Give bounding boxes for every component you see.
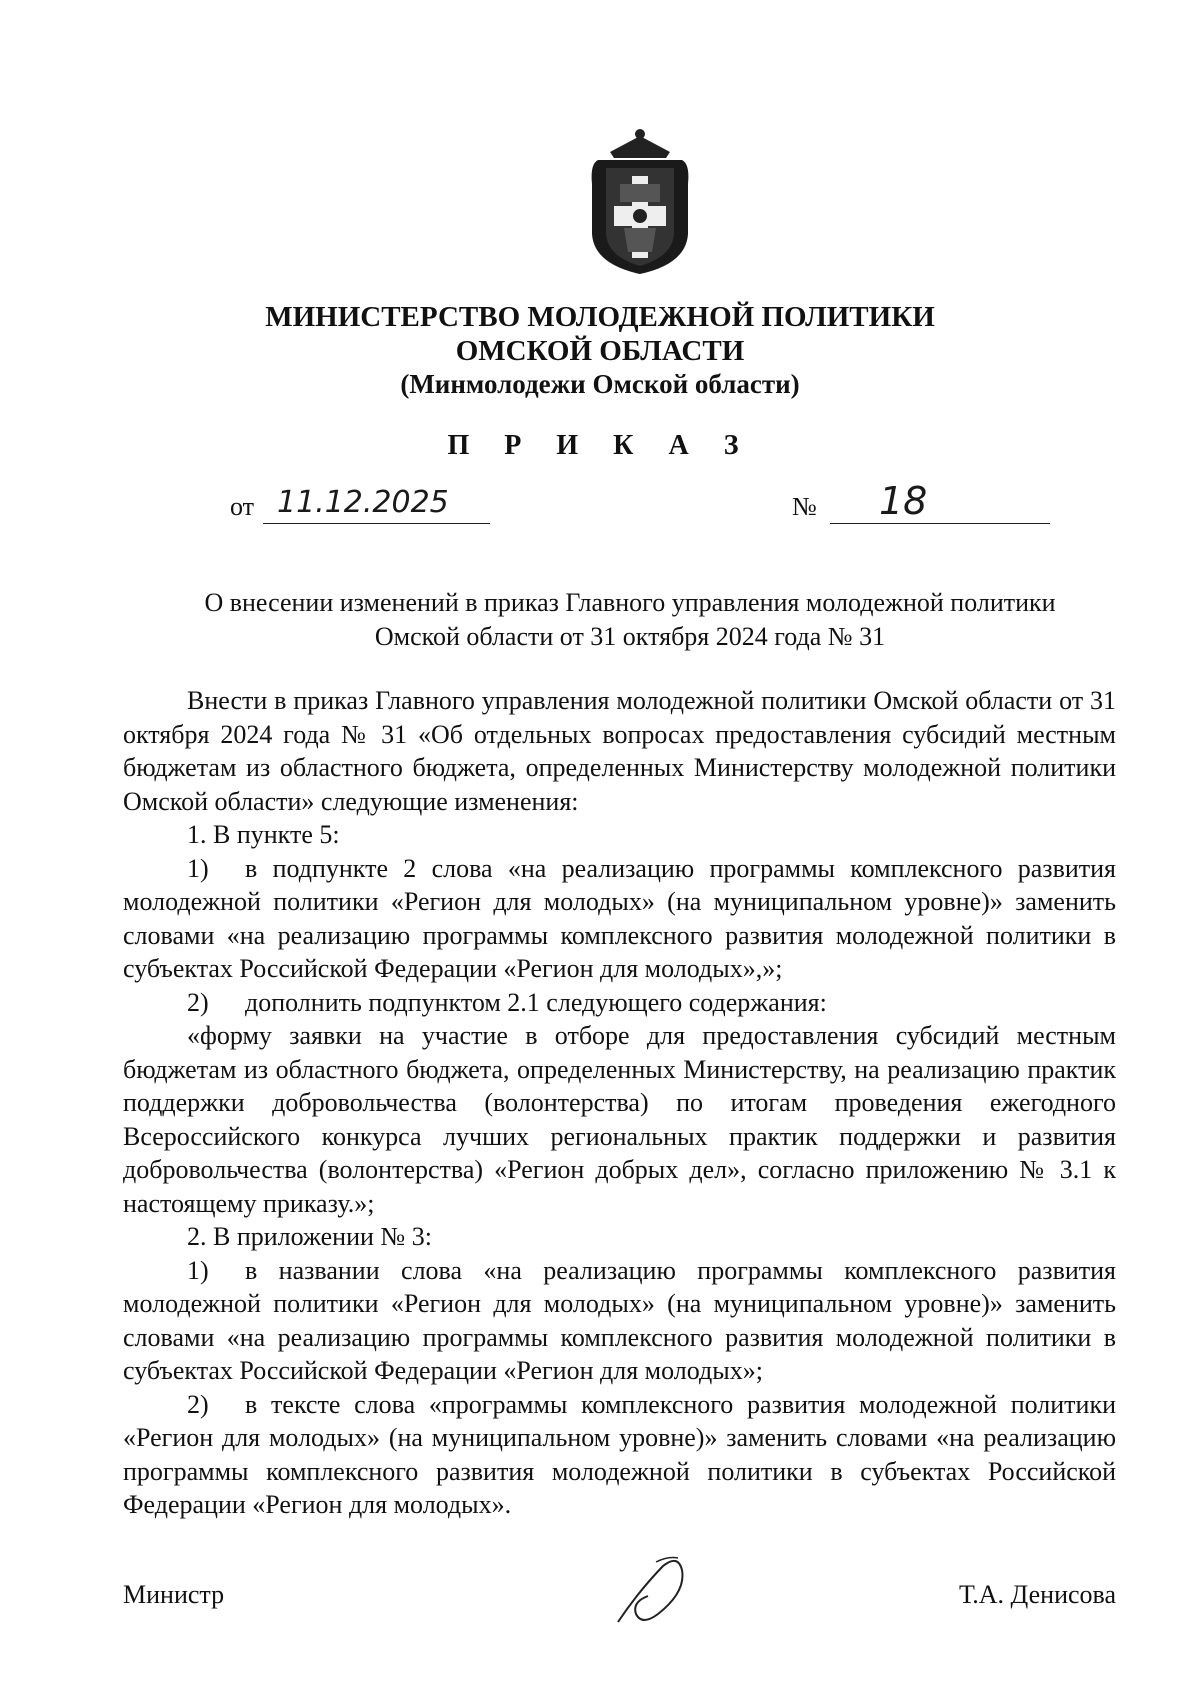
date-label: от [230, 492, 255, 521]
ministry-name-line2: ОМСКОЙ ОБЛАСТИ [455, 335, 745, 367]
item-1-1 [123, 852, 1116, 986]
item-1-2-quote: «форму заявки на участие в отборе для предоставления субсидий местным бюджетам из областного бюджета, определенных Министерству, на реализацию практик поддержки добровольчества (волонтерства) по итогам проведения ежегодного Всероссийского конкурса лучших региональных практик поддержки и развития добровольчества (волонтерства) «Регион добрых дел», согласно приложению № 3.1 к настоящему приказу.»; [123, 1021, 1116, 1218]
item-2-1-text: в названии слова «на реализацию программы комплексного развития молодежной политики «Регион для молодых» (на муниципальном уровне)» заменить словами «на реализацию программы комплексного развития молодежной политики в субъектах Российской Федерации «Регион для молодых»; [123, 1255, 1116, 1385]
date-underline [263, 523, 490, 524]
handwritten-signature [608, 1552, 698, 1632]
item-1-1-number: 1) [187, 853, 209, 883]
number-label: № [792, 492, 817, 521]
date-value: 11.12.2025 [277, 485, 449, 520]
order-title: П Р И К А З [447, 430, 753, 461]
order-body [123, 684, 1116, 1522]
ministry-name-line1: МИНИСТЕРСТВО МОЛОДЕЖНОЙ ПОЛИТИКИ [265, 301, 935, 333]
ministry-name [0, 300, 1200, 368]
item-1-2-number: 2) [187, 987, 209, 1017]
item-1-2-text: дополнить подпунктом 2.1 следующего содержания: [245, 987, 827, 1017]
item-1-1-text: в подпункте 2 слова «на реализацию программы комплексного развития молодежной политики «Регион для молодых» (на муниципальном уровне)» заменить словами «на реализацию программы комплексного развития молодежной политики в субъектах Российской Федерации «Регион для молодых»,»; [123, 853, 1116, 983]
item-2-1 [123, 1254, 1116, 1388]
signatory-name: Т.А. Денисова [959, 1580, 1116, 1609]
item-2-2-text: в тексте слова «программы комплексного развития молодежной политики «Регион для молодых» (на муниципальном уровне)» заменить словами «на реализацию программы комплексного развития молодежной политики в субъектах Российской Федерации «Регион для молодых». [123, 1389, 1116, 1519]
coat-of-arms-icon [580, 124, 700, 276]
ministry-short-name: (Минмолодежи Омской области) [400, 369, 800, 399]
order-subject [150, 586, 1110, 654]
handwritten-date [275, 478, 485, 520]
handwritten-number [875, 474, 945, 524]
signatory-title: Министр [123, 1580, 225, 1609]
item-2-heading: 2. В приложении № 3: [187, 1222, 432, 1251]
body-intro: Внести в приказ Главного управления молодежной политики Омской области от 31 октября 2024 года № 31 «Об отдельных вопросах предоставления субсидий местным бюджетам из областного бюджета, определенных Министерству молодежной политики Омской области» следующие изменения: [123, 686, 1116, 816]
item-2-2-number: 2) [187, 1389, 209, 1419]
number-value: 18 [879, 479, 928, 523]
subject-line1: О внесении изменений в приказ Главного управления молодежной политики [204, 588, 1056, 617]
item-2-2 [123, 1388, 1116, 1522]
subject-line2: Омской области от 31 октября 2024 года № 31 [374, 622, 886, 651]
item-2-1-number: 1) [187, 1255, 209, 1285]
item-1-heading: 1. В пункте 5: [187, 820, 340, 849]
item-1-2 [123, 986, 1116, 1020]
